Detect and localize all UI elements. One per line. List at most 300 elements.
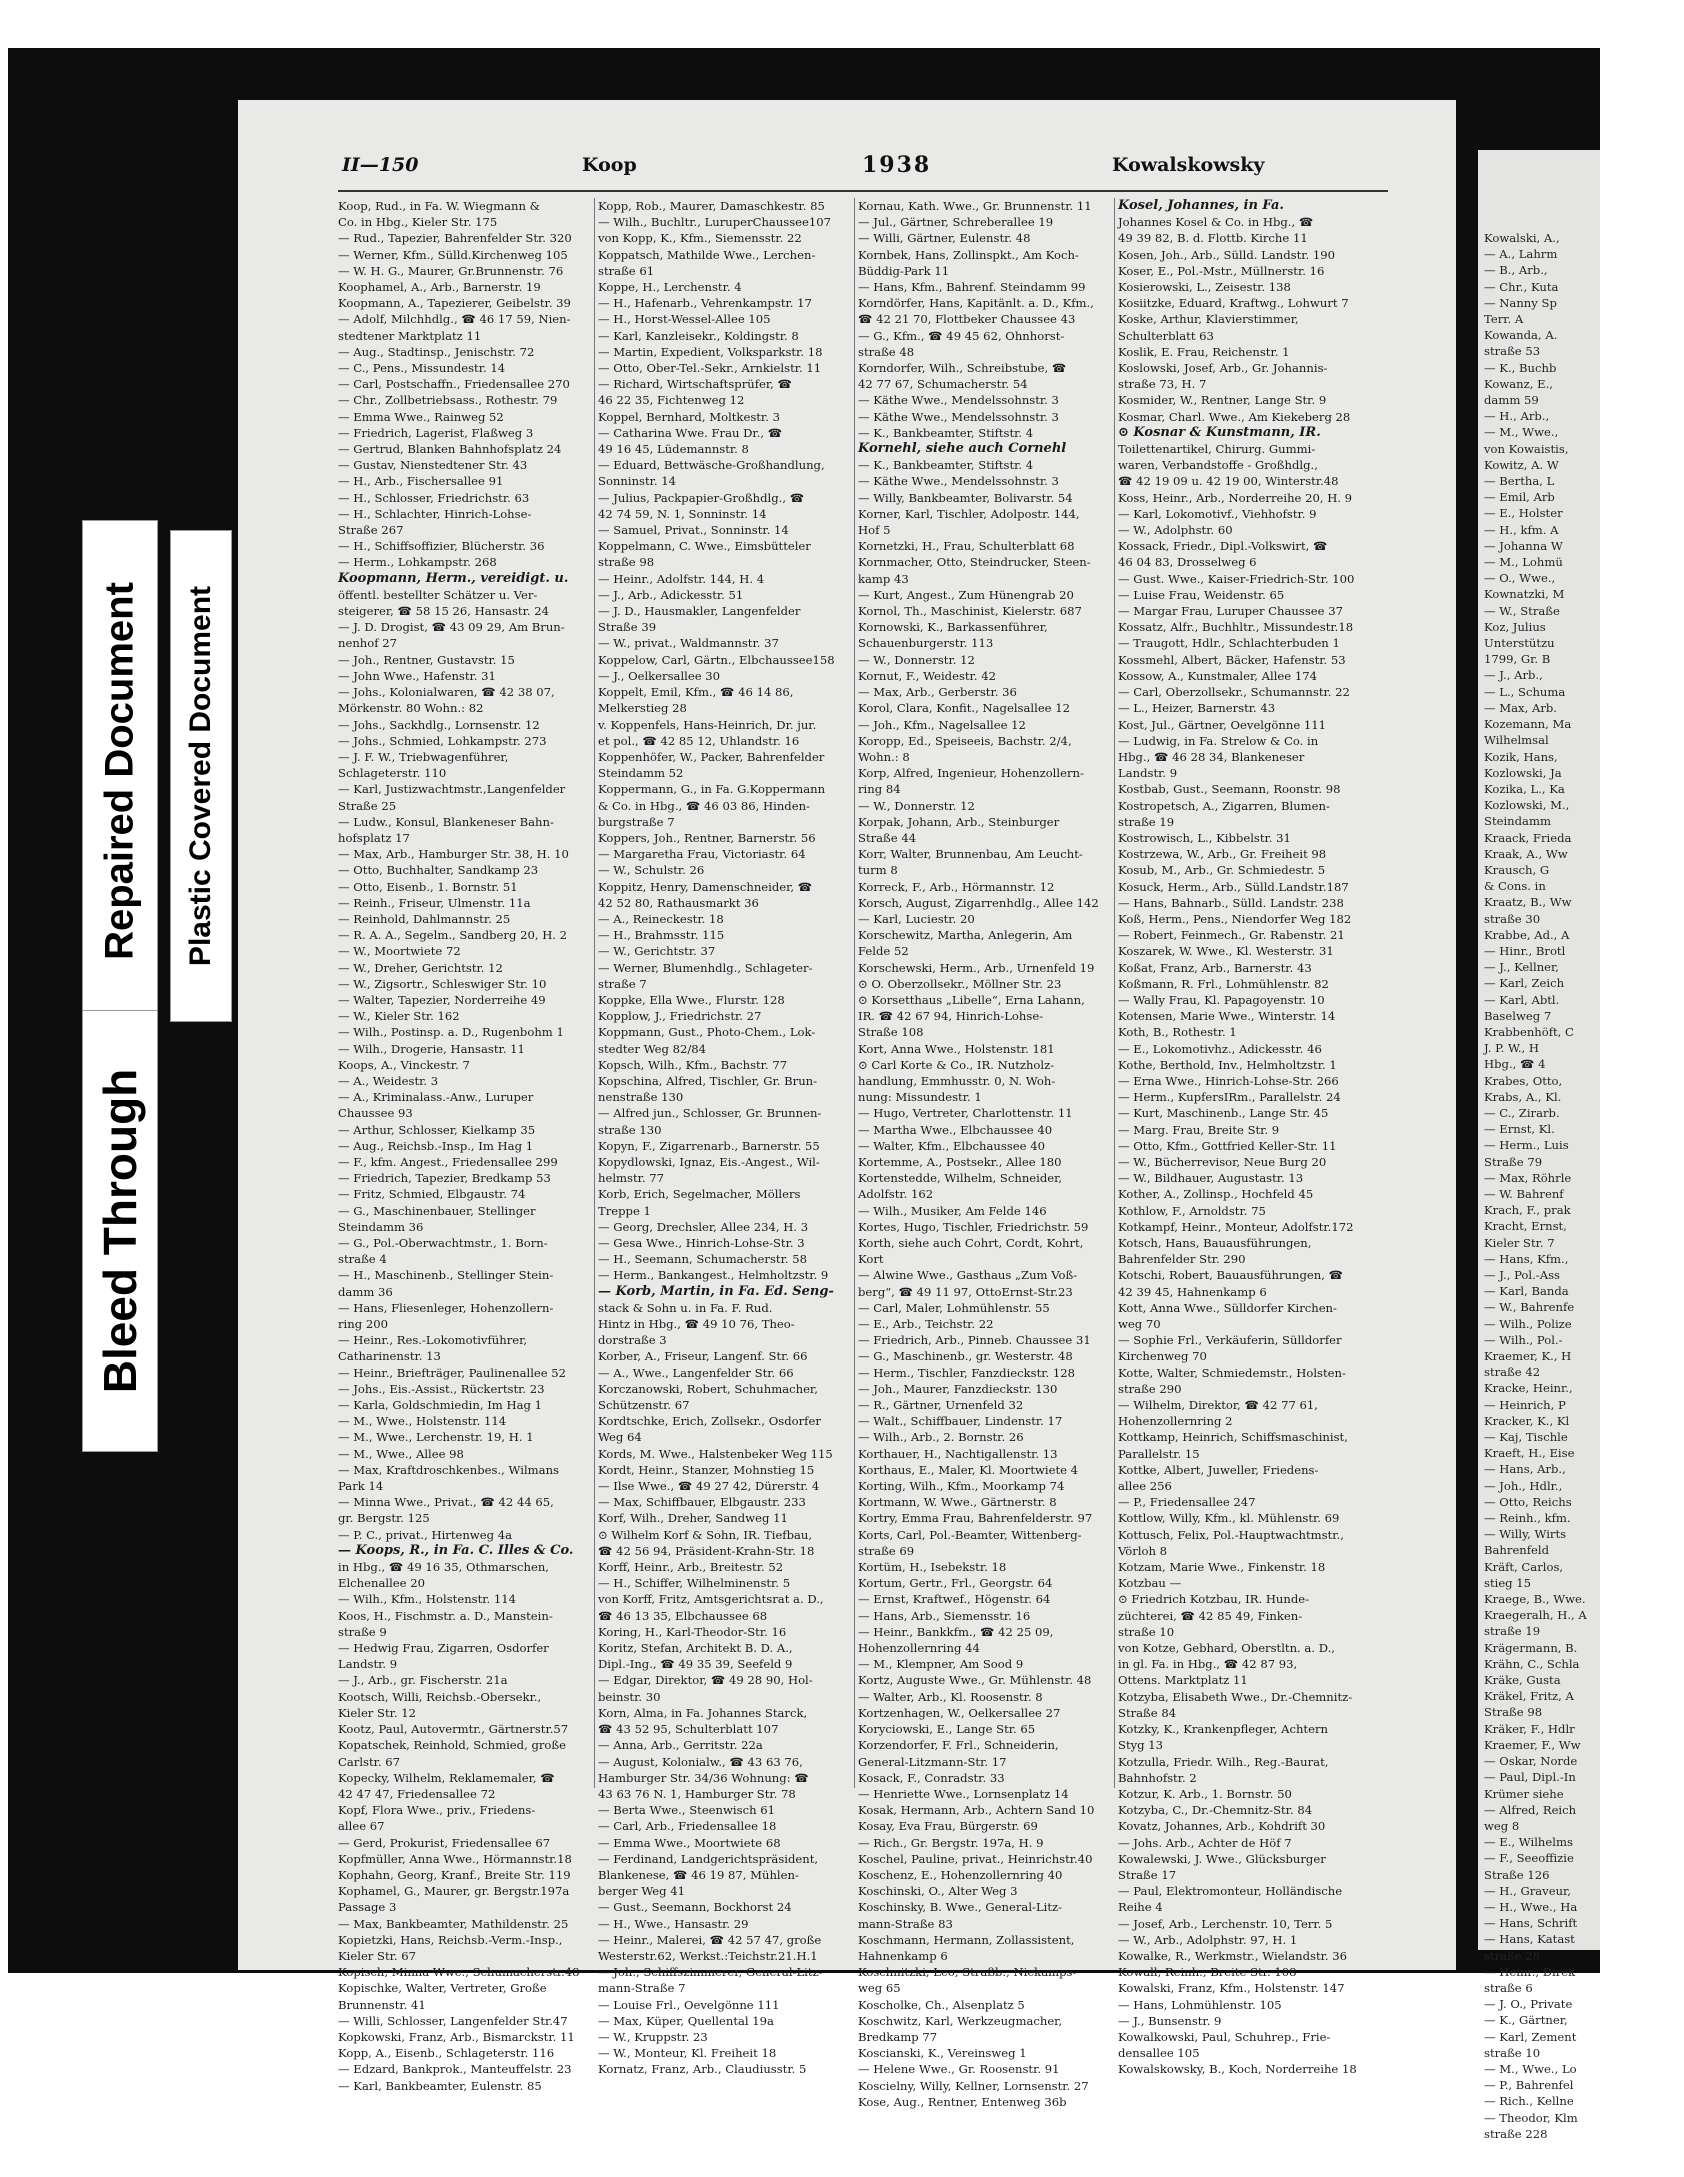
directory-entry: Kotkampf, Heinr., Monteur, Adolfstr.172 (1118, 1219, 1354, 1234)
directory-entry: Koppitz, Henry, Damenschneider, ☎ (598, 879, 813, 894)
first-entry-heading: Koop (582, 154, 637, 176)
directory-entry: Kort (858, 1252, 884, 1267)
directory-entry: stedter Weg 82/84 (598, 1041, 706, 1056)
directory-entry: Hohenzollernring 2 (1118, 1414, 1233, 1429)
directory-entry: Kordtschke, Erich, Zollsekr., Osdorfer (598, 1414, 821, 1429)
directory-entry: Felde 52 (858, 944, 909, 959)
directory-entry: — Hans, Schrift (1484, 1916, 1578, 1931)
directory-entry: — Joh., Hdlr., (1484, 1478, 1563, 1493)
directory-entry: Kowanz, E., (1484, 376, 1553, 391)
directory-entry: — Margar Frau, Luruper Chaussee 37 (1118, 604, 1343, 619)
directory-entry: — Max, Arb. (1484, 700, 1557, 715)
directory-entry: Krausch, G (1484, 862, 1550, 877)
directory-entry: Kopfmüller, Anna Wwe., Hörmannstr.18 (338, 1851, 572, 1866)
directory-entry: von Kowaistis, (1484, 441, 1569, 456)
directory-entry: Kortes, Hugo, Tischler, Friedrichstr. 59 (858, 1219, 1089, 1234)
directory-entry: Sonninstr. 14 (598, 474, 677, 489)
directory-entry: Kowitz, A. W (1484, 457, 1559, 472)
directory-entry: — Alfred, Reich (1484, 1802, 1577, 1817)
directory-entry: — Emma Wwe., Moortwiete 68 (598, 1835, 781, 1850)
directory-entry: — Willy, Wirts (1484, 1527, 1567, 1542)
directory-entry: gr. Bergstr. 125 (338, 1511, 430, 1526)
directory-entry: — Wilh., Pol.- (1484, 1332, 1563, 1347)
bleed-through-label (82, 1010, 158, 1452)
directory-entry: — Karl, Luciestr. 20 (858, 911, 975, 926)
page-number: II—150 (342, 154, 419, 176)
directory-entry: — H., kfm. A (1484, 522, 1559, 537)
directory-entry: — Hinr., Brotl (1484, 943, 1566, 958)
directory-entry: Kother, A., Zollinsp., Hochfeld 45 (1118, 1187, 1314, 1202)
directory-entry: Korsch, August, Zigarrenhdlg., Allee 142 (858, 895, 1099, 910)
directory-entry: — Erna Wwe., Hinrich-Lohse-Str. 266 (1118, 1073, 1339, 1088)
plastic-covered-label (170, 530, 232, 1022)
directory-entry: — Wilh., Musiker, Am Felde 146 (858, 1203, 1047, 1218)
directory-entry: steigerer, ☎ 58 15 26, Hansastr. 24 (338, 604, 549, 619)
directory-entry: Kott, Anna Wwe., Sülldorfer Kirchen- (1118, 1300, 1337, 1315)
directory-entry: — Luise Frau, Weidenstr. 65 (1118, 587, 1285, 602)
directory-entry: — Max, Arb., Gerberstr. 36 (858, 685, 1017, 700)
directory-entry: Korschewski, Herm., Arb., Urnenfeld 19 (858, 960, 1095, 975)
directory-entry: — Kaj, Tischle (1484, 1430, 1568, 1445)
directory-entry: Kraak, A., Ww (1484, 846, 1568, 861)
directory-entry: — K., Bankbeamter, Stiftstr. 4 (858, 425, 1034, 440)
directory-entry: — H., Schiffsoffizier, Blücherstr. 36 (338, 539, 545, 554)
directory-entry: — Walter, Arb., Kl. Roosenstr. 8 (858, 1689, 1043, 1704)
directory-entry: Kotzam, Marie Wwe., Finkenstr. 18 (1118, 1560, 1326, 1575)
directory-entry: — Martin, Expedient, Volksparkstr. 18 (598, 344, 823, 359)
directory-entry: — Reinhold, Dahlmannstr. 25 (338, 911, 511, 926)
directory-entry: — Willi, Gärtner, Eulenstr. 48 (858, 231, 1031, 246)
directory-entry: Koppermann, G., in Fa. G.Koppermann (598, 782, 826, 797)
directory-entry: Kosen, Joh., Arb., Sülld. Landstr. 190 (1118, 247, 1336, 262)
directory-entry: Johannes Kosel & Co. in Hbg., ☎ (1118, 215, 1314, 230)
directory-entry: Wilhelmsal (1484, 733, 1549, 748)
directory-entry: — Joh., Kfm., Nagelsallee 12 (858, 717, 1026, 732)
directory-entry: — Gertrud, Blanken Bahnhofsplatz 24 (338, 442, 562, 457)
directory-entry: Koske, Arthur, Klavierstimmer, (1118, 312, 1299, 327)
directory-entry: Kossmehl, Albert, Bäcker, Hafenstr. 53 (1118, 652, 1346, 667)
directory-entry: Koppelt, Emil, Kfm., ☎ 46 14 86, (598, 685, 794, 700)
directory-entry: — Heinrich, P (1484, 1397, 1566, 1412)
directory-entry: — Reinh., Friseur, Ulmenstr. 11a (338, 895, 531, 910)
directory-entry: Kosay, Eva Frau, Bürgerstr. 69 (858, 1819, 1038, 1834)
directory-entry: straße 98 (598, 555, 655, 570)
directory-entry: Hohenzollernring 44 (858, 1641, 980, 1656)
directory-entry: — Max, Kraftdroschkenbes., Wilmans (338, 1462, 559, 1477)
directory-entry: — Hans, Arb., (1484, 1462, 1566, 1477)
directory-entry: Kraemer, K., H (1484, 1349, 1572, 1364)
directory-entry: Parallelstr. 15 (1118, 1446, 1200, 1461)
directory-entry: — Bertha, L (1484, 474, 1555, 489)
directory-entry: Korr, Walter, Brunnenbau, Am Leucht- (858, 847, 1083, 862)
directory-entry: — Traugott, Hdlr., Schlachterbuden 1 (1118, 636, 1340, 651)
directory-entry: — Wally Frau, Kl. Papagoyenstr. 10 (1118, 992, 1325, 1007)
directory-entry: — Hugo, Vertreter, Charlottenstr. 11 (858, 1106, 1073, 1121)
directory-entry: damm 36 (338, 1284, 393, 1299)
directory-entry: — L., Heizer, Barnerstr. 43 (1118, 701, 1276, 716)
directory-entry: & Cons. in (1484, 879, 1546, 894)
directory-entry: Catharinenstr. 13 (338, 1349, 441, 1364)
directory-entry: Kieler Str. 67 (338, 1948, 417, 1963)
directory-entry: Koppenhöfer, W., Packer, Bahrenfelder (598, 749, 825, 764)
directory-entry: — H., Brahmsstr. 115 (598, 928, 725, 943)
last-entry-heading: Kowalskowsky (1112, 154, 1265, 176)
directory-entry: Terr. A (1484, 312, 1524, 327)
directory-entry: Kosak, Hermann, Arb., Achtern Sand 10 (858, 1803, 1095, 1818)
directory-entry: Koslowski, Josef, Arb., Gr. Johannis- (1118, 361, 1328, 376)
directory-entry: Toilettenartikel, Chirurg. Gummi- (1118, 442, 1316, 457)
directory-entry: — Carl, Postschaffn., Friedensallee 270 (338, 377, 570, 392)
directory-entry: — H., Horst-Wessel-Allee 105 (598, 312, 771, 327)
directory-entry: — Margaretha Frau, Victoriastr. 64 (598, 847, 806, 862)
directory-entry: Kownatzki, M (1484, 587, 1565, 602)
directory-entry: Kracke, Heinr., (1484, 1381, 1573, 1396)
directory-entry: Koß, Herm., Pens., Niendorfer Weg 182 (1118, 911, 1352, 926)
directory-entry: Kräkel, Fritz, A (1484, 1689, 1574, 1704)
directory-entry: v. Koppenfels, Hans-Heinrich, Dr. jur. (598, 717, 817, 732)
directory-entry: Kraegeralh, H., A (1484, 1608, 1587, 1623)
directory-entry: Kräft, Carlos, (1484, 1559, 1564, 1574)
directory-entry: nenstraße 130 (598, 1090, 684, 1105)
directory-entry: Korner, Karl, Tischler, Adolpostr. 144, (858, 506, 1080, 521)
directory-entry: Schulterblatt 63 (1118, 328, 1214, 343)
directory-entry: Hintz in Hbg., ☎ 49 10 76, Theo- (598, 1317, 795, 1332)
directory-entry: — Karl, Banda (1484, 1284, 1569, 1299)
directory-entry: — Heinr., Briefträger, Paulinenallee 52 (338, 1365, 567, 1380)
directory-entry: Korting, Wilh., Kfm., Moorkamp 74 (858, 1479, 1065, 1494)
directory-entry: — Max, Röhrle (1484, 1170, 1572, 1185)
directory-entry: — Herm., KupfersIRm., Parallelstr. 24 (1118, 1090, 1341, 1105)
directory-entry: Koppke, Ella Wwe., Flurstr. 128 (598, 992, 785, 1007)
directory-entry: — Hans, Arb., Siemensstr. 16 (858, 1608, 1031, 1623)
directory-entry: Korb, Erich, Segelmacher, Möllers (598, 1187, 801, 1202)
directory-entry: Kotschi, Robert, Bauausführungen, ☎ (1118, 1268, 1344, 1283)
directory-entry: Korzendorfer, F. Frl., Schneiderin, (858, 1738, 1059, 1753)
directory-entry: — W., Kruppstr. 23 (598, 2029, 708, 2044)
directory-entry: Kozika, L., Ka (1484, 781, 1565, 796)
directory-entry: — M., Wwe., Allee 98 (338, 1446, 464, 1461)
directory-entry: Kostbab, Gust., Seemann, Roonstr. 98 (1118, 782, 1341, 797)
directory-entry: — M., Wwe., Lo (1484, 2061, 1577, 2076)
directory-entry: — Anna, Arb., Gerritstr. 22a (598, 1738, 763, 1753)
directory-entry: Kraemer, F., Ww (1484, 1737, 1581, 1752)
directory-entry: — P., Friedensallee 247 (1118, 1495, 1256, 1510)
directory-entry: — Rich., Kellne (1484, 2094, 1574, 2109)
directory-entry: dorstraße 3 (598, 1333, 667, 1348)
directory-entry: — C., Zirarb. (1484, 1105, 1560, 1120)
directory-entry: Kotzyba, C., Dr.-Chemnitz-Str. 84 (1118, 1803, 1313, 1818)
directory-entry: Krabbenhöft, C (1484, 1024, 1574, 1039)
directory-entry: — O., Wwe., (1484, 571, 1556, 586)
directory-entry: Koschmann, Hermann, Zollassistent, (858, 1932, 1075, 1947)
directory-entry: 42 74 59, N. 1, Sonninstr. 14 (598, 506, 767, 521)
directory-entry: straße 6 (1484, 1980, 1533, 1995)
directory-entry: Westerstr.62, Werkst.:Teichstr.21.H.1 (598, 1948, 818, 1963)
directory-entry: — Gustav, Nienstedtener Str. 43 (338, 458, 528, 473)
directory-entry: — W., Donnerstr. 12 (858, 798, 975, 813)
directory-entry: — W. Bahrenf (1484, 1186, 1564, 1201)
directory-entry: — L., Schuma (1484, 684, 1566, 699)
directory-entry: — Richard, Wirtschaftsprüfer, ☎ (598, 377, 792, 392)
directory-entry: — Robert, Feinmech., Gr. Rabenstr. 21 (1118, 928, 1345, 943)
directory-entry: allee 256 (1118, 1479, 1172, 1494)
directory-entry: straße 61 (598, 263, 655, 278)
directory-entry: — Emil, Arb (1484, 490, 1555, 505)
directory-entry: — K., Bankbeamter, Stiftstr. 4 (858, 458, 1034, 473)
directory-entry: — W., Gerichtstr. 37 (598, 944, 716, 959)
directory-entry: Kowalewski, J. Wwe., Glücksburger (1118, 1851, 1326, 1866)
directory-entry: berg“, ☎ 49 11 97, OttoErnst-Str.23 (858, 1284, 1073, 1299)
directory-entry: — Sophie Frl., Verkäuferin, Sülldorfer (1118, 1333, 1342, 1348)
directory-entry: Koppers, Joh., Rentner, Barnerstr. 56 (598, 830, 816, 845)
directory-entry: Kootsch, Willi, Reichsb.-Obersekr., (338, 1689, 542, 1704)
directory-entry: Landstr. 9 (338, 1657, 398, 1672)
directory-entry: — Aug., Reichsb.-Insp., Im Hag 1 (338, 1138, 534, 1153)
directory-entry: Treppe 1 (598, 1203, 651, 1218)
directory-entry: Kords, M. Wwe., Halstenbeker Weg 115 (598, 1446, 833, 1461)
directory-entry: Kopkowski, Franz, Arb., Bismarckstr. 11 (338, 2029, 575, 2044)
directory-entry: Koppe, H., Lerchenstr. 4 (598, 280, 742, 295)
directory-entry: Kophahn, Georg, Kranf., Breite Str. 119 (338, 1867, 571, 1882)
directory-entry: Vörloh 8 (1118, 1543, 1168, 1558)
directory-entry: — Werner, Kfm., Sülld.Kirchenweg 105 (338, 247, 568, 262)
directory-entry: weg 65 (858, 1981, 901, 1996)
directory-entry: — Heinr., Malerei, ☎ 42 57 47, große (598, 1932, 822, 1947)
directory-entry: — J., Arb., gr. Fischerstr. 21a (338, 1673, 508, 1688)
directory-entry: — Herm., Bankangest., Helmholtzstr. 9 (598, 1268, 829, 1283)
column-4 (1118, 198, 1370, 2077)
directory-entry: Straße 39 (598, 620, 657, 635)
directory-entry: — W., Straße (1484, 603, 1560, 618)
directory-entry: ⊙ Korsetthaus „Libelle“, Erna Lahann, (858, 992, 1085, 1007)
directory-entry: Straße 98 (1484, 1705, 1543, 1720)
directory-entry: straße 53 (1484, 344, 1541, 359)
directory-entry: turm 8 (858, 863, 898, 878)
directory-entry: — Ferdinand, Landgerichtspräsident, (598, 1851, 819, 1866)
directory-entry: — Walter, Kfm., Elbchaussee 40 (858, 1138, 1045, 1153)
directory-entry: von Kotze, Gebhard, Oberstltn. a. D., (1118, 1641, 1335, 1656)
directory-entry: straße 4 (338, 1252, 387, 1267)
directory-entry: Korn, Alma, in Fa. Johannes Starck, (598, 1705, 808, 1720)
directory-entry: — A., Weidestr. 3 (338, 1073, 439, 1088)
directory-entry: — J. O., Private (1484, 1997, 1573, 2012)
directory-entry: — B., Arb., (1484, 263, 1548, 278)
directory-entry: — Wilh., Buchltr., LuruperChaussee107 (598, 215, 832, 230)
directory-entry: Kossow, A., Kunstmaler, Allee 174 (1118, 668, 1317, 683)
directory-entry: Unterstützu (1484, 636, 1555, 651)
directory-entry: — J. D. Drogist, ☎ 43 09 29, Am Brun- (338, 620, 565, 635)
column-divider (594, 198, 595, 1788)
directory-entry: Hbg., ☎ 46 28 34, Blankeneser (1118, 749, 1305, 764)
directory-entry: Kopsch, Wilh., Kfm., Bachstr. 77 (598, 1057, 788, 1072)
directory-entry: — Wilh., Kfm., Holstenstr. 114 (338, 1592, 517, 1607)
directory-entry: Hamburger Str. 34/36 Wohnung: ☎ (598, 1770, 809, 1785)
directory-entry: — Johanna W (1484, 538, 1563, 553)
directory-entry: ☎ 42 19 09 u. 42 19 00, Winterstr.48 (1118, 474, 1339, 489)
directory-entry: Baselweg 7 (1484, 1008, 1552, 1023)
directory-entry: — W., Bücherrevisor, Neue Burg 20 (1118, 1154, 1327, 1169)
directory-entry: Kopisch, Minna Wwe., Schumacherstr.48 (338, 1965, 580, 1980)
directory-entry: — Johs., Kolonialwaren, ☎ 42 38 07, (338, 685, 555, 700)
directory-entry: Korndorfer, Wilh., Schreibstube, ☎ (858, 361, 1067, 376)
directory-entry: Krümer siehe (1484, 1786, 1564, 1801)
directory-entry: Koschnitzki, Leo, Straßb., Niekamps- (858, 1965, 1077, 1980)
directory-entry: Kopyn, F., Zigarrenarb., Barnerstr. 55 (598, 1138, 820, 1153)
directory-entry: 43 63 76 N. 1, Hamburger Str. 78 (598, 1786, 796, 1801)
directory-entry: — Paul, Elektromonteur, Holländische (1118, 1884, 1343, 1899)
directory-entry: Kornau, Kath. Wwe., Gr. Brunnenstr. 11 (858, 199, 1092, 213)
directory-entry: Kosel, Johannes, in Fa. (1118, 198, 1284, 213)
directory-entry: Kopp, A., Eisenb., Schlageterstr. 116 (338, 2046, 555, 2061)
directory-entry: — Ludwig, in Fa. Strelow & Co. in (1118, 733, 1319, 748)
directory-entry: Kopp, Rob., Maurer, Damaschkestr. 85 (598, 199, 825, 213)
directory-entry: Korp, Alfred, Ingenieur, Hohenzollern- (858, 766, 1084, 781)
directory-entry: — Georg, Drechsler, Allee 234, H. 3 (598, 1219, 809, 1234)
directory-entry: — Arthur, Schlosser, Kielkamp 35 (338, 1122, 536, 1137)
directory-entry: straße 48 (858, 344, 915, 359)
directory-entry: 49 39 82, B. d. Flottb. Kirche 11 (1118, 231, 1308, 246)
directory-entry: — W., Bahrenfe (1484, 1300, 1575, 1315)
directory-entry: — Koops, R., in Fa. C. Illes & Co. (338, 1542, 574, 1558)
directory-entry: — M., Wwe., Holstenstr. 114 (338, 1414, 507, 1429)
directory-entry: 46 04 83, Drosselweg 6 (1118, 555, 1257, 570)
directory-entry: — Gerd, Prokurist, Friedensallee 67 (338, 1835, 551, 1850)
directory-entry: — E., Arb., Teichstr. 22 (858, 1317, 994, 1332)
directory-entry: — G., Maschinenbauer, Stellinger (338, 1203, 536, 1218)
directory-entry: Kophamel, G., Maurer, gr. Bergstr.197a (338, 1884, 570, 1899)
directory-entry: Kracker, K., Kl (1484, 1413, 1570, 1428)
directory-entry: — H., Arb., Fischersallee 91 (338, 474, 504, 489)
directory-entry: — Werner, Blumenhdlg., Schlageter- (598, 960, 813, 975)
plastic-label-text: Plastic Covered Document (184, 585, 217, 967)
directory-entry: — Karl, Justizwachtmstr.,Langenfelder (338, 782, 566, 797)
directory-entry: 46 22 35, Fichtenweg 12 (598, 393, 745, 408)
directory-entry: Bahnhofstr. 2 (1118, 1770, 1197, 1785)
directory-entry: — Hans, Bahnarb., Sülld. Landstr. 238 (1118, 895, 1344, 910)
directory-entry: straße 7 (598, 976, 647, 991)
directory-entry: Steindamm 52 (598, 766, 684, 781)
directory-entry: Korber, A., Friseur, Langenf. Str. 66 (598, 1349, 808, 1364)
directory-entry: — M., Klempner, Am Sood 9 (858, 1657, 1024, 1672)
directory-entry: Kose, Aug., Rentner, Entenweg 36b (858, 2094, 1067, 2109)
directory-entry: Koslik, E. Frau, Reichenstr. 1 (1118, 344, 1290, 359)
column-divider (854, 198, 855, 1788)
directory-entry: Korts, Carl, Pol.-Beamter, Wittenberg- (858, 1527, 1082, 1542)
directory-entry: Kossatz, Alfr., Buchhltr., Missundestr.18 (1118, 620, 1354, 635)
directory-entry: — G., Kfm., ☎ 49 45 62, Ohnhorst- (858, 328, 1065, 343)
directory-entry: Kornol, Th., Maschinist, Kielerstr. 687 (858, 604, 1082, 619)
directory-entry: — J. D., Hausmakler, Langenfelder (598, 604, 801, 619)
directory-entry: 42 39 45, Hahnenkamp 6 (1118, 1284, 1267, 1299)
directory-entry: Kornut, F., Weidestr. 42 (858, 668, 996, 683)
directory-entry: — Joh., Maurer, Fanzdieckstr. 130 (858, 1381, 1058, 1396)
directory-entry: Kräke, Gusta (1484, 1673, 1561, 1688)
page-header (342, 152, 1265, 184)
directory-entry: — John Wwe., Hafenstr. 31 (338, 668, 496, 683)
directory-entry: Steindamm 36 (338, 1219, 424, 1234)
directory-entry: — Karl, Zement (1484, 2029, 1577, 2044)
directory-entry: — H., Maschinenb., Stellinger Stein- (338, 1268, 554, 1283)
directory-entry: in Hbg., ☎ 49 16 35, Othmarschen, (338, 1560, 549, 1575)
directory-entry: damm 59 (1484, 393, 1539, 408)
directory-entry: 42 77 67, Schumacherstr. 54 (858, 377, 1028, 392)
directory-entry: — J., Arb., (1484, 668, 1543, 683)
directory-entry: Straße 84 (1118, 1705, 1177, 1720)
directory-entry: — J., Kellner, (1484, 960, 1559, 975)
directory-entry: ⊙ Wilhelm Korf & Sohn, IR. Tiefbau, (598, 1527, 813, 1542)
directory-entry: — Ernst, Kl. (1484, 1122, 1555, 1137)
directory-entry: — J., Arb., Adickesstr. 51 (598, 587, 744, 602)
directory-entry: — E., Wilhelms (1484, 1835, 1573, 1850)
directory-entry: — Johs., Eis.-Assist., Rückertstr. 23 (338, 1381, 545, 1396)
directory-entry: Blankenese, ☎ 46 19 87, Mühlen- (598, 1867, 799, 1882)
directory-entry: — Herm., Tischler, Fanzdieckstr. 128 (858, 1365, 1076, 1380)
directory-entry: Dipl.-Ing., ☎ 49 35 39, Seefeld 9 (598, 1657, 793, 1672)
directory-entry: Chaussee 93 (338, 1106, 413, 1121)
directory-entry: Kotzyba, Elisabeth Wwe., Dr.-Chemnitz- (1118, 1689, 1353, 1704)
directory-entry: — J., Bunsenstr. 9 (1118, 2013, 1222, 2028)
directory-entry: — R. A. A., Segelm., Sandberg 20, H. 2 (338, 928, 568, 943)
directory-entry: straße 28 (1484, 1948, 1541, 1963)
column-1 (338, 198, 590, 2093)
directory-entry: Kosack, F., Conradstr. 33 (858, 1770, 1005, 1785)
directory-entry: Koth, B., Rothestr. 1 (1118, 1025, 1237, 1040)
directory-entry: Kootz, Paul, Autovermtr., Gärtnerstr.57 (338, 1722, 569, 1737)
directory-entry: — Wilh., Postinsp. a. D., Rugenbohm 1 (338, 1025, 564, 1040)
directory-entry: — H., Schlosser, Friedrichstr. 63 (338, 490, 530, 505)
directory-entry: Schauenburgerstr. 113 (858, 636, 994, 651)
directory-entry: mann-Straße 7 (598, 1981, 686, 1996)
directory-entry: — W., Schulstr. 26 (598, 863, 705, 878)
directory-entry: — R., Gärtner, Urnenfeld 32 (858, 1398, 1024, 1413)
directory-entry: Korthauer, H., Nachtigallenstr. 13 (858, 1446, 1058, 1461)
facing-page-column (1484, 230, 1684, 2142)
directory-entry: Koring, H., Karl-Theodor-Str. 16 (598, 1624, 787, 1639)
directory-entry: Koos, H., Fischmstr. a. D., Manstein- (338, 1608, 553, 1623)
directory-entry: — H., Arb., (1484, 409, 1550, 424)
directory-entry: — Friedrich, Lagerist, Flaßweg 3 (338, 425, 534, 440)
directory-entry: — H., Schiffer, Wilhelminenstr. 5 (598, 1576, 791, 1591)
directory-entry: von Kopp, K., Kfm., Siemensstr. 22 (598, 231, 802, 246)
directory-entry: straße 290 (1118, 1381, 1182, 1396)
directory-entry: et pol., ☎ 42 85 12, Uhlandstr. 16 (598, 733, 800, 748)
directory-entry: — W., Moortwiete 72 (338, 944, 461, 959)
directory-entry: straße 69 (858, 1543, 915, 1558)
directory-entry: ⊙ Carl Korte & Co., IR. Nutzholz- (858, 1057, 1055, 1072)
directory-entry: — Max, Schiffbauer, Elbgaustr. 233 (598, 1495, 806, 1510)
directory-entry: Koppmann, Gust., Photo-Chem., Lok- (598, 1025, 816, 1040)
directory-entry: Korth, siehe auch Cohrt, Cordt, Kohrt, (858, 1236, 1084, 1250)
directory-entry: Koop, Rud., in Fa. W. Wiegmann & (338, 199, 540, 213)
directory-entry: züchterei, ☎ 42 85 49, Finken- (1118, 1608, 1303, 1623)
directory-entry: straße 73, H. 7 (1118, 377, 1207, 392)
directory-entry: — W., Kieler Str. 162 (338, 1009, 460, 1024)
repaired-label-text: Repaired Document (97, 582, 142, 960)
directory-entry: Kort, Anna Wwe., Holstenstr. 181 (858, 1041, 1055, 1056)
directory-entry: Straße 79 (1484, 1154, 1543, 1169)
directory-entry: — Johs. Arb., Achter de Höf 7 (1118, 1835, 1292, 1850)
directory-entry: — Otto, Eisenb., 1. Bornstr. 51 (338, 879, 518, 894)
directory-entry: — Josef, Arb., Lerchenstr. 10, Terr. 5 (1118, 1916, 1333, 1931)
directory-entry: — Otto, Ober-Tel.-Sekr., Arnkielstr. 11 (598, 361, 822, 376)
directory-entry: Kraeft, H., Eise (1484, 1446, 1575, 1461)
repaired-document-label (82, 520, 158, 1022)
directory-entry: — E., Lokomotivhz., Adickesstr. 46 (1118, 1041, 1322, 1056)
directory-entry: Kornetzki, H., Frau, Schulterblatt 68 (858, 539, 1075, 554)
directory-entry: — Walter, Tapezier, Norderreihe 49 (338, 992, 546, 1007)
year-heading: 1938 (862, 152, 932, 178)
directory-entry: weg 70 (1118, 1317, 1161, 1332)
